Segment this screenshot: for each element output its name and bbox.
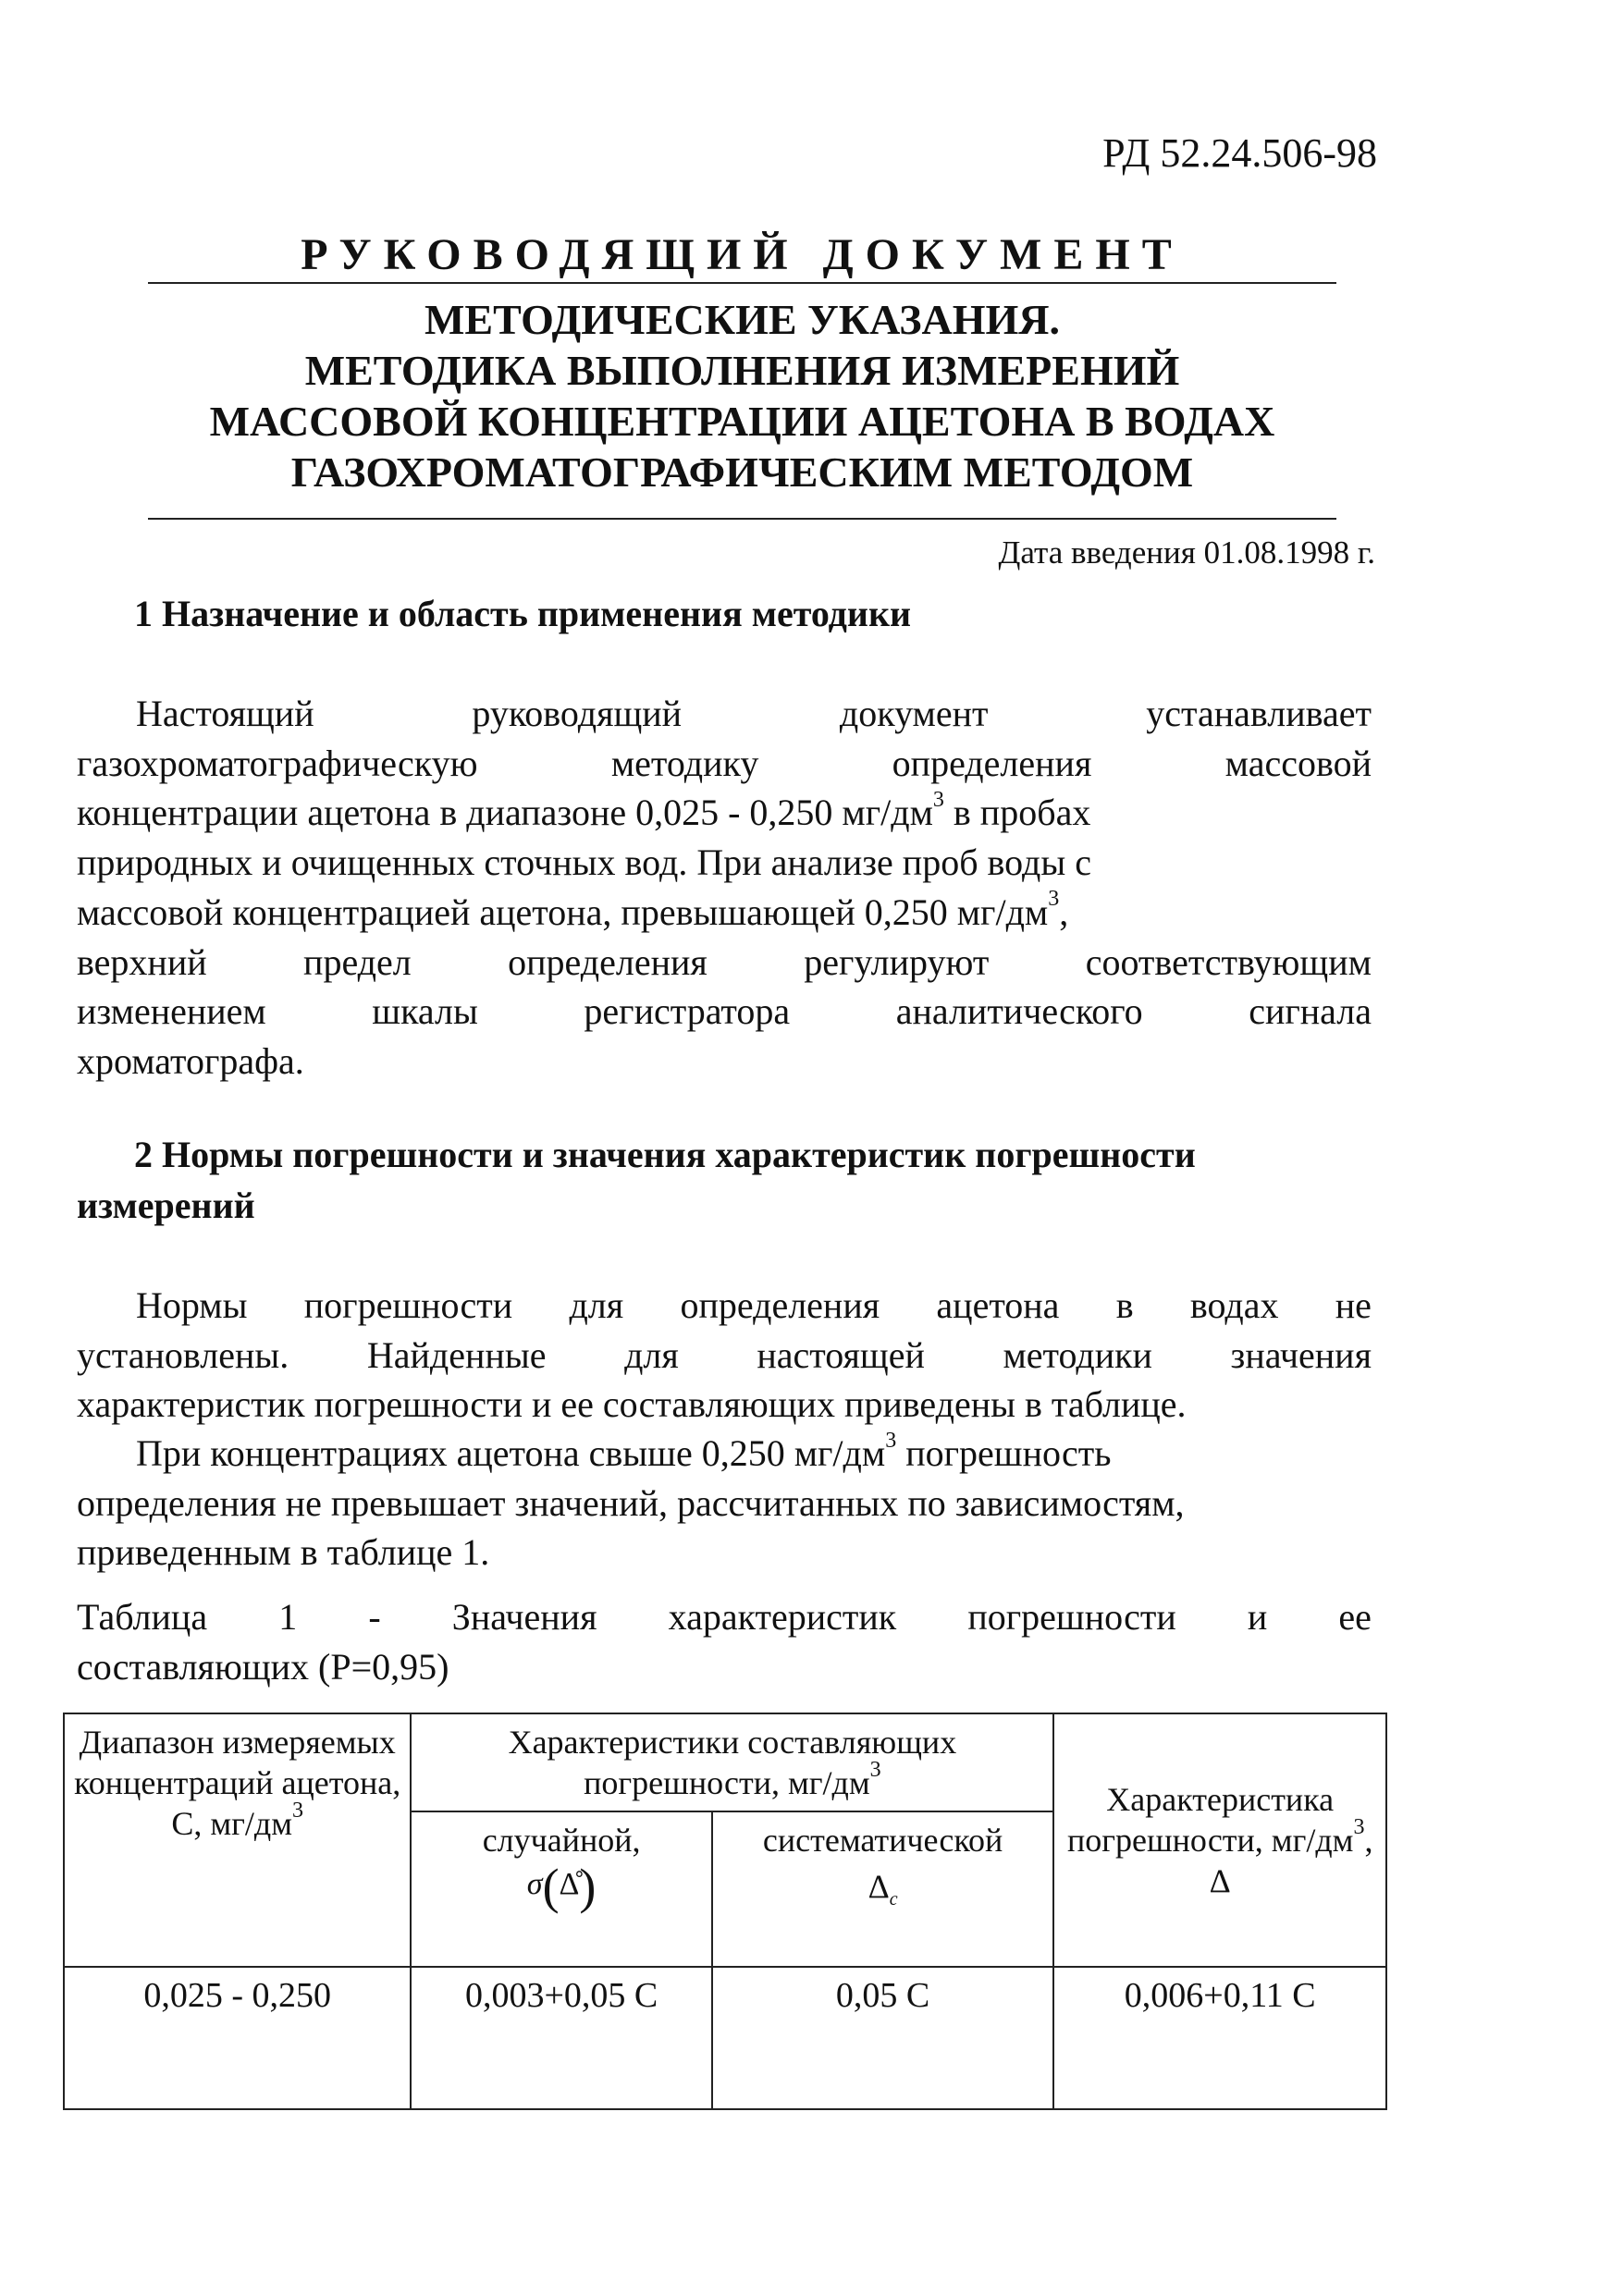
error-characteristics-table (63, 1713, 1387, 2110)
word: для (624, 1333, 679, 1376)
paragraph-line (77, 938, 1372, 988)
word: Значения (451, 1596, 597, 1638)
section-1-paragraph (77, 689, 1372, 1087)
paragraph-line: приведенным в таблице 1. (77, 1531, 490, 1574)
paragraph-line: концентрации ацетона в диапазоне 0,025 - 0,250 $мг/дм^3$ в пробах (77, 788, 1091, 834)
document-type-title: РУКОВОДЯЩИЙ ДОКУМЕНТ (301, 230, 1184, 279)
paragraph-line: характеристик погрешности и ее составляющих приведены в таблице. (77, 1383, 1187, 1426)
word: документ (839, 693, 989, 734)
main-title-line: МЕТОДИЧЕСКИЕ УКАЗАНИЯ. (424, 296, 1061, 343)
word: настоящей (757, 1333, 925, 1376)
section-2-heading-continued: измерений (77, 1185, 255, 1226)
title-rule-top (148, 282, 1336, 284)
section-2-paragraph-1 (77, 1281, 1372, 1430)
table-row (64, 1967, 1386, 2109)
word: для (569, 1284, 624, 1326)
word: газохроматографическую (77, 742, 478, 784)
paragraph-line (77, 1281, 1372, 1331)
word: - (368, 1596, 381, 1638)
paragraph-line: определения не превышает значений, рассчитанных по зависимостям, (77, 1481, 1185, 1524)
systematic-value: 0,05 С (712, 1967, 1054, 2109)
word: определения (680, 1284, 880, 1326)
introduction-date: Дата введения 01.08.1998 г. (998, 534, 1375, 571)
word: методики (1003, 1333, 1152, 1376)
word: ацетона (936, 1284, 1060, 1326)
word: и (1247, 1596, 1268, 1638)
header-range-cell: Диапазон измеряемых концентраций ацетона, С, $мг/дм^3$ (64, 1713, 411, 1967)
document-code: РД 52.24.506-98 (1102, 130, 1377, 176)
word: 1 (278, 1596, 298, 1638)
paragraph-line (77, 739, 1372, 789)
word: Настоящий (136, 693, 314, 734)
word: Нормы (136, 1284, 248, 1326)
word: определения (892, 742, 1092, 784)
word: ее (1338, 1596, 1372, 1638)
word: установлены. (77, 1333, 289, 1376)
word: не (1335, 1284, 1372, 1326)
total-value: 0,006+0,11 С (1053, 1967, 1386, 2109)
word: погрешности (967, 1596, 1176, 1638)
word: изменением (77, 990, 266, 1033)
word: регулируют (804, 940, 990, 983)
word: методику (610, 742, 759, 784)
word: устанавливает (1146, 693, 1372, 734)
word: значения (1230, 1333, 1372, 1376)
word: водах (1189, 1284, 1279, 1326)
section-2-heading: 2 Нормы погрешности и значения характеристик погрешности (134, 1134, 1196, 1175)
paragraph-line (77, 987, 1372, 1037)
main-title-line: ГАЗОХРОМАТОГРАФИЧЕСКИМ МЕТОДОМ (290, 448, 1194, 496)
word: в (1115, 1284, 1134, 1326)
word: сигнала (1249, 990, 1372, 1033)
word: Найденные (366, 1333, 547, 1376)
word: регистратора (584, 990, 791, 1033)
header-components-cell: Характеристики составляющих погрешности, $мг/дм^3$ (411, 1713, 1053, 1811)
sigma-formula: σ(Δ̊) (526, 1859, 597, 1915)
header-total-cell: Характеристика погрешности, $мг/дм^3$, Δ (1053, 1713, 1386, 1967)
word: массовой (1224, 742, 1372, 784)
paragraph-line (77, 689, 1372, 739)
caption-line: составляющих (Р=0,95) (77, 1646, 449, 1688)
paragraph-line: При концентрациях ацетона свыше 0,250 $мг/дм^3$ погрешность (136, 1428, 1112, 1474)
caption-line (77, 1592, 1372, 1642)
range-value: 0,025 - 0,250 (64, 1967, 411, 2109)
word: шкалы (372, 990, 478, 1033)
header-random-cell: случайной, σ(Δ̊) (411, 1811, 711, 1967)
random-value: 0,003+0,05 С (411, 1967, 711, 2109)
paragraph-line (77, 1331, 1372, 1381)
word: Таблица (77, 1596, 208, 1638)
table-caption (77, 1592, 1372, 1692)
word: погрешности (303, 1284, 513, 1326)
word: верхний (77, 940, 207, 983)
word: характеристик (668, 1596, 897, 1638)
paragraph-line: массовой концентрацией ацетона, превышающей 0,250 $мг/дм^3$, (77, 887, 1069, 933)
title-rule-bottom (148, 518, 1336, 520)
header-systematic-cell: систематической $\Delta_c$ (712, 1811, 1054, 1967)
main-title-line: МЕТОДИКА ВЫПОЛНЕНИЯ ИЗМЕРЕНИЙ (304, 347, 1180, 394)
paragraph-line: хроматографа. (77, 1039, 304, 1082)
word: руководящий (472, 693, 683, 734)
section-2-paragraph-2 (77, 1429, 1372, 1578)
word: аналитического (895, 990, 1143, 1033)
section-1-heading: 1 Назначение и область применения методики (134, 593, 912, 634)
word: определения (508, 940, 708, 983)
paragraph-line: природных и очищенных сточных вод. При анализе проб воды с (77, 841, 1091, 884)
main-title-line: МАССОВОЙ КОНЦЕНТРАЦИИ АЦЕТОНА В ВОДАХ (209, 398, 1275, 445)
delta-c-symbol: $\Delta_c$ (868, 1868, 898, 1910)
word: соответствующим (1085, 940, 1372, 983)
word: предел (303, 940, 412, 983)
table-header-row (64, 1713, 1386, 1811)
main-title (148, 294, 1336, 497)
